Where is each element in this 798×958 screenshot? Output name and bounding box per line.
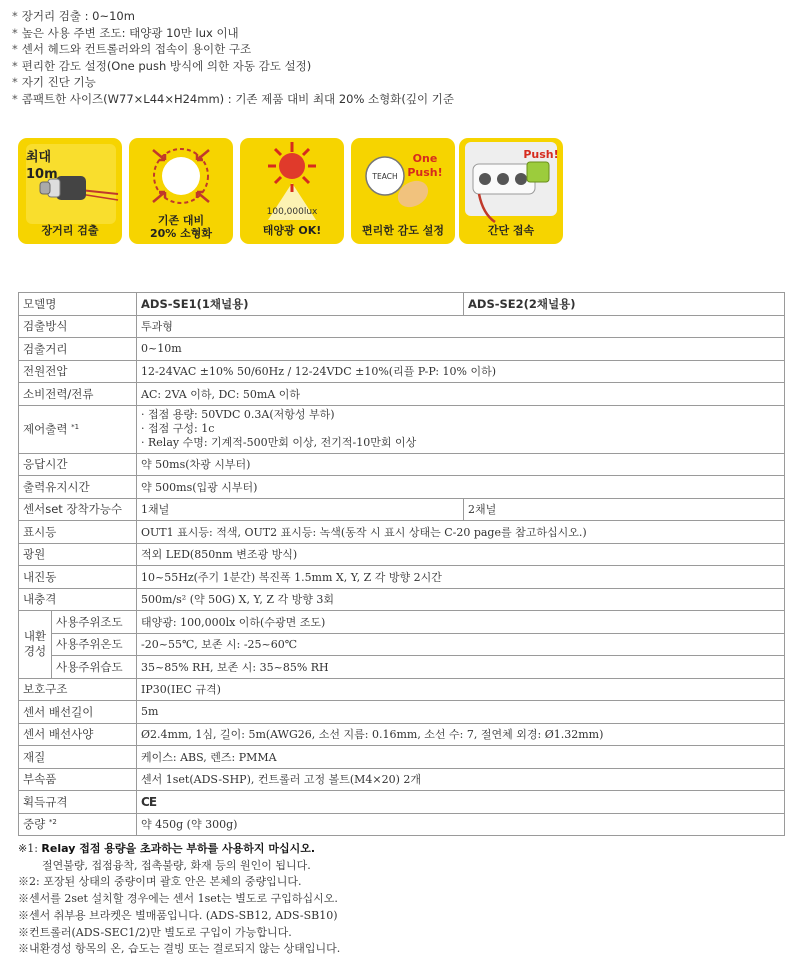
- table-row: 제어출력 $^{*1}$ · 접점 용량: 50VDC 0.3A(저항성 부하) · 접점 구성: 1c · Relay 수명: 기계적-500만회 이상, 전기적-10만회 이상: [19, 405, 785, 453]
- model-se2: ADS-SE2(2채널용): [464, 293, 785, 316]
- table-row: 광원 적외 LED(850nm 변조광 방식): [19, 543, 785, 566]
- tile-connector: Push! 간단 접속: [459, 138, 563, 244]
- feature-item: * 콤팩트한 사이즈(W77×L44×H24mm) : 기존 제품 대비 최대 20% 소형화(깊이 기준: [12, 91, 454, 106]
- spec-table: [18, 292, 785, 836]
- feature-item: * 높은 사용 주변 조도: 태양광 10만 lux 이내: [12, 25, 239, 40]
- table-row: 내환 경성 사용주위조도 태양광: 100,000lx 이하(수광면 조도): [19, 611, 785, 634]
- tile-compact: 기존 대비 20% 소형화: [129, 138, 233, 244]
- svg-text:TEACH: TEACH: [372, 172, 398, 181]
- svg-text:최대: 최대: [26, 150, 52, 165]
- svg-text:100,000lux: 100,000lux: [266, 207, 318, 217]
- feature-item: * 센서 헤드와 컨트롤러와의 접속이 용이한 구조: [12, 42, 252, 57]
- table-row: 획득규격 CE: [19, 791, 785, 814]
- table-row: 보호구조 IP30(IEC 규격): [19, 678, 785, 701]
- environment-header: 내환 경성: [19, 611, 52, 679]
- tile-teach: TEACH One Push! 편리한 감도 설정: [351, 138, 455, 244]
- svg-text:Push!: Push!: [407, 166, 443, 179]
- svg-text:10m: 10m: [26, 167, 58, 182]
- footnotes: ※1: Relay 접점 용량을 초과하는 부하를 사용하지 마십시오. 절연불량, 접점융착, 접촉불량, 화재 등의 원인이 됩니다. ※2: 포장된 상태의 중량이며 괄호 안은 본체의 중량입니다. ※센서를 2set 설치할 경우에는 센서 1set는 별도로 구입하십시오. ※센서 취부용 브라켓은 별매품입니다. (ADS-SB12, ADS-SB10) ※컨트롤러(ADS-SEC1/2)만 별도로 구입이 가능합니다. ※내환경성 항목의 온, 습도는 결빙 또는 결로되지 않는 상태입니다.: [18, 841, 340, 958]
- feature-tiles: [18, 138, 563, 244]
- table-row: 사용주위습도 35~85% RH, 보존 시: 35~85% RH: [19, 656, 785, 679]
- table-row: 중량 $^{*2}$ 약 450g (약 300g): [19, 813, 785, 836]
- ce-mark-icon: CE: [141, 794, 157, 809]
- table-row: 사용주위온도 -20~55℃, 보존 시: -25~60℃: [19, 633, 785, 656]
- feature-item: * 편리한 감도 설정(One push 방식에 의한 자동 감도 설정): [12, 58, 312, 73]
- feature-list: [12, 8, 454, 108]
- table-row: 재질 케이스: ABS, 렌즈: PMMA: [19, 746, 785, 769]
- table-row: 전원전압 12-24VAC ±10% 50/60Hz / 12-24VDC ±10%(리플 P-P: 10% 이하): [19, 360, 785, 383]
- feature-item: * 자기 진단 기능: [12, 75, 96, 90]
- footnote: ※내환경성 항목의 온, 습도는 결빙 또는 결로되지 않는 상태입니다.: [18, 942, 341, 956]
- svg-text:Push!: Push!: [523, 148, 559, 161]
- footnote: ※센서를 2set 설치할 경우에는 센서 1set는 별도로 구입하십시오.: [18, 892, 338, 906]
- table-row: 내진동 10~55Hz(주기 1분간) 복진폭 1.5mm X, Y, Z 각 방향 2시간: [19, 566, 785, 589]
- table-row: 센서 배선길이 5m: [19, 701, 785, 724]
- table-row: 센서 배선사양 Ø2.4mm, 1심, 길이: 5m(AWG26, 소선 지름: 0.16mm, 소선 수: 7, 절연체 외경: Ø1.32mm): [19, 723, 785, 746]
- table-row: 응답시간 약 50ms(차광 시부터): [19, 453, 785, 476]
- tile-long-range: 최대 10m 장거리 검출: [18, 138, 122, 244]
- footnote: ※컨트롤러(ADS-SEC1/2)만 별도로 구입이 가능합니다.: [18, 925, 292, 939]
- table-row: 모델명 ADS-SE1(1채널용) ADS-SE2(2채널용): [19, 293, 785, 316]
- footnote: ※센서 취부용 브라켓은 별매품입니다. (ADS-SB12, ADS-SB10): [18, 908, 338, 922]
- table-row: 센서set 장착가능수 1채널 2채널: [19, 498, 785, 521]
- table-row: 표시등 OUT1 표시등: 적색, OUT2 표시등: 녹색(동작 시 표시 상태는 C-20 page를 참고하십시오.): [19, 521, 785, 544]
- table-row: 내충격 500m/s² (약 50G) X, Y, Z 각 방향 3회: [19, 588, 785, 611]
- table-row: 부속품 센서 1set(ADS-SHP), 컨트롤러 고정 볼트(M4×20) 2개: [19, 768, 785, 791]
- table-row: 검출방식 투과형: [19, 315, 785, 338]
- svg-text:One: One: [412, 152, 438, 165]
- table-row: 검출거리 0~10m: [19, 338, 785, 361]
- table-row: 소비전력/전류 AC: 2VA 이하, DC: 50mA 이하: [19, 383, 785, 406]
- feature-item: * 장거리 검출 : 0~10m: [12, 9, 135, 23]
- model-se1: ADS-SE1(1채널용): [137, 293, 464, 316]
- footnote: ※2: 포장된 상태의 중량이며 괄호 안은 본체의 중량입니다.: [18, 875, 302, 889]
- tile-sunlight: 100,000lux 태양광 OK!: [240, 138, 344, 244]
- footnote-1: ※1: Relay 접점 용량을 초과하는 부하를 사용하지 마십시오.: [18, 842, 316, 855]
- table-row: 출력유지시간 약 500ms(입광 시부터): [19, 476, 785, 499]
